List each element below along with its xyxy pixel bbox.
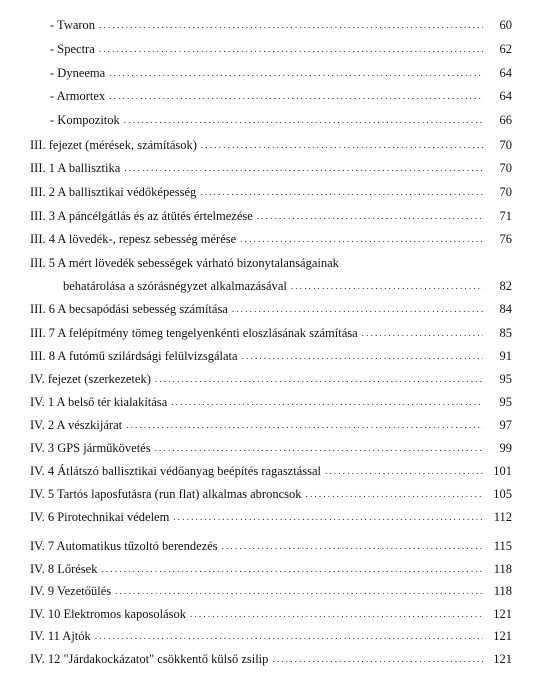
dot-leader (155, 443, 483, 453)
dot-leader (291, 281, 483, 291)
toc-entry (30, 437, 512, 455)
dot-leader (171, 397, 483, 407)
dot-leader (257, 211, 483, 221)
toc-row-armortex (0, 85, 544, 103)
toc-row-3-2 (0, 181, 544, 199)
toc-entry-page: 70 (499, 161, 512, 175)
toc-entry (50, 62, 512, 80)
toc-entry-page: 121 (493, 652, 512, 666)
toc-entry (30, 648, 512, 666)
toc-entry (63, 275, 512, 293)
toc-entry (30, 134, 512, 152)
toc-entry-page: 66 (499, 113, 512, 127)
toc-row-4-3 (0, 437, 544, 455)
toc-entry-title: - Twaron (50, 18, 96, 32)
toc-entry-page: 71 (499, 209, 512, 223)
toc-entry-page: 105 (493, 487, 512, 501)
toc-entry-page: 60 (499, 18, 512, 32)
toc-row-4-1 (0, 391, 544, 409)
dot-leader (155, 374, 483, 384)
toc-entry-title: IV. 2 A vészkijárat (30, 418, 123, 432)
toc-entry-title: IV. 4 Átlátszó ballisztikai védőanyag beépítés ragasztással (30, 464, 321, 478)
dot-leader (124, 163, 483, 173)
toc-entry (30, 157, 512, 175)
toc-entry-page: 91 (499, 349, 512, 363)
dot-leader (124, 115, 483, 125)
toc-entry-page: 118 (493, 562, 512, 576)
dot-leader (362, 328, 483, 338)
toc-row-4-5 (0, 483, 544, 501)
toc-row-3-5-line1 (0, 252, 544, 270)
toc-entry (30, 298, 512, 316)
toc-entry-title: IV. 6 Pirotechnikai védelem (30, 510, 170, 524)
toc-entry-title: IV. 7 Automatikus tűzoltó berendezés (30, 539, 218, 553)
toc-entry-title: IV. 11 Ajtók (30, 629, 91, 643)
toc-entry-title: III. fejezet (mérések, számítások) (30, 138, 197, 152)
toc-entry-title: III. 8 A futómű szilárdsági felülvizsgálata (30, 349, 238, 363)
dot-leader (190, 609, 483, 619)
toc-entry-title: III. 3 A páncélgátlás és az átütés értelmezése (30, 209, 253, 223)
toc-entry-title: III. 2 A ballisztikai védőképesség (30, 185, 197, 199)
toc-row-kompozitok (0, 109, 544, 127)
toc-row-spectra (0, 38, 544, 56)
toc-entry-title: IV. 10 Elektromos kaposolások (30, 607, 187, 621)
toc-row-3-3 (0, 205, 544, 223)
toc-entry-title-line1: III. 5 A mért lövedék sebességek várható bizonytalanságainak (30, 256, 339, 270)
toc-entry-page: 70 (499, 185, 512, 199)
toc-entry-page: 121 (493, 629, 512, 643)
toc-entry (30, 625, 512, 643)
toc-entry (30, 535, 512, 553)
toc-entry-page: 95 (499, 395, 512, 409)
dot-leader (99, 20, 483, 30)
toc-row-3-4 (0, 228, 544, 246)
toc-row-chapter-3 (0, 134, 544, 152)
toc-entry (50, 109, 512, 127)
dot-leader (95, 631, 483, 641)
toc-entry-page: 64 (499, 89, 512, 103)
dot-leader (242, 351, 483, 361)
dot-leader (272, 654, 483, 664)
toc-row-4-2 (0, 414, 544, 432)
toc-entry-title: III. 6 A becsapódási sebesség számítása (30, 302, 228, 316)
toc-entry-page: 62 (499, 42, 512, 56)
toc-entry-title: - Dyneema (50, 66, 106, 80)
dot-leader (99, 44, 483, 54)
toc-entry-title: III. 4 A lövedék-, repesz sebesség mérése (30, 232, 237, 246)
toc-row-3-5-line2 (0, 275, 544, 293)
toc-entry (30, 345, 512, 363)
toc-entry-page: 76 (499, 232, 512, 246)
dot-leader (109, 68, 483, 78)
toc-entry (50, 38, 512, 56)
toc-entry (30, 603, 512, 621)
toc-entry (50, 85, 512, 103)
toc-entry-title: IV. fejezet (szerkezetek) (30, 372, 151, 386)
toc-entry (50, 14, 512, 32)
toc-entry-page: 115 (493, 539, 512, 553)
toc-entry (30, 483, 512, 501)
toc-entry (30, 368, 512, 386)
toc-entry-page: 97 (499, 418, 512, 432)
dot-leader (173, 512, 483, 522)
toc-entry-title: IV. 9 Vezetőülés (30, 584, 112, 598)
toc-entry-title: IV. 5 Tartós laposfutásra (run flat) alkalmas abroncsok (30, 487, 302, 501)
dot-leader (325, 466, 483, 476)
toc-entry-title: IV. 1 A belső tér kialakítása (30, 395, 168, 409)
toc-entry (30, 322, 512, 340)
toc-entry (30, 391, 512, 409)
dot-leader (240, 234, 483, 244)
toc-entry-title: IV. 3 GPS járműkövetés (30, 441, 151, 455)
toc-row-3-1 (0, 157, 544, 175)
dot-leader (109, 91, 483, 101)
dot-leader (306, 489, 483, 499)
toc-row-4-11 (0, 625, 544, 643)
toc-entry-page: 95 (499, 372, 512, 386)
toc-entry-page: 121 (493, 607, 512, 621)
toc-entry-page: 64 (499, 66, 512, 80)
toc-row-4-6 (0, 506, 544, 524)
toc-row-4-8 (0, 558, 544, 576)
dot-leader (201, 140, 483, 150)
toc-entry (30, 506, 512, 524)
toc-entry (30, 414, 512, 432)
dot-leader (126, 420, 483, 430)
toc-row-3-6 (0, 298, 544, 316)
toc-row-4-7 (0, 535, 544, 553)
toc-entry (30, 228, 512, 246)
toc-row-3-8 (0, 345, 544, 363)
toc-entry-page: 84 (499, 302, 512, 316)
toc-row-4-10 (0, 603, 544, 621)
toc-entry (30, 460, 512, 478)
toc-row-chapter-4 (0, 368, 544, 386)
toc-entry-page: 101 (493, 464, 512, 478)
toc-entry-title: IV. 8 Lőrések (30, 562, 98, 576)
dot-leader (115, 586, 483, 596)
toc-entry-title: behatárolása a szórásnégyzet alkalmazásával (63, 279, 287, 293)
toc-row-4-9 (0, 580, 544, 598)
dot-leader (222, 541, 483, 551)
toc-entry-title: - Spectra (50, 42, 95, 56)
dot-leader (200, 187, 483, 197)
toc-entry (30, 205, 512, 223)
toc-entry-title: - Kompozitok (50, 113, 120, 127)
toc-entry-page: 112 (493, 510, 512, 524)
toc-row-twaron (0, 14, 544, 32)
dot-leader (101, 564, 483, 574)
toc-row-3-7 (0, 322, 544, 340)
toc-entry-page: 99 (499, 441, 512, 455)
toc-entry (30, 558, 512, 576)
toc-entry-title: IV. 12 "Járdakockázatot" csökkentő külső zsilip (30, 652, 269, 666)
dot-leader (232, 304, 483, 314)
toc-entry-title: III. 1 A ballisztika (30, 161, 121, 175)
toc-entry-page: 82 (499, 279, 512, 293)
toc-entry (30, 181, 512, 199)
toc-entry-page: 118 (493, 584, 512, 598)
toc-row-dyneema (0, 62, 544, 80)
toc-row-4-12 (0, 648, 544, 666)
toc-entry-title: III. 7 A felépítmény tömeg tengelyenkénti eloszlásának számítása (30, 326, 358, 340)
toc-entry-page: 70 (499, 138, 512, 152)
toc-entry (30, 580, 512, 598)
toc-entry-page: 85 (499, 326, 512, 340)
toc-row-4-4 (0, 460, 544, 478)
toc-entry-title: - Armortex (50, 89, 106, 103)
